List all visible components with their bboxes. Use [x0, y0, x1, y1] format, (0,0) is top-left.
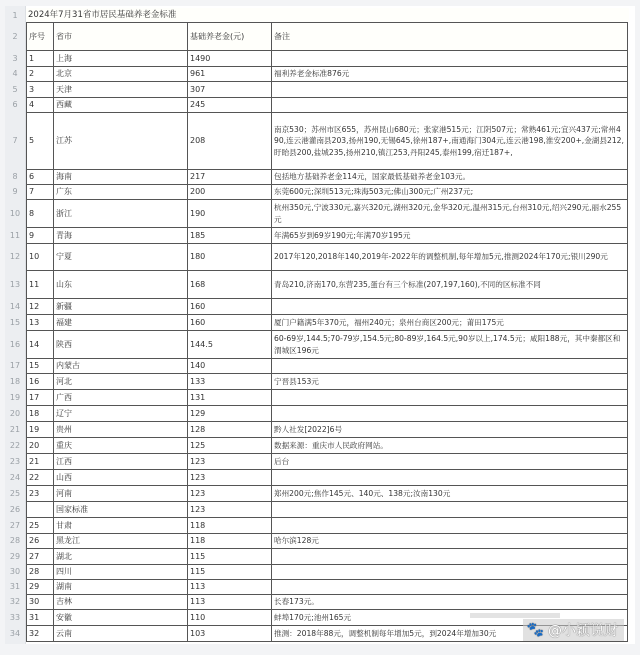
table-row [27, 390, 628, 406]
cell-index[interactable]: 22 [27, 470, 54, 486]
cell-province[interactable]: 湖北 [54, 549, 188, 565]
cell-province[interactable]: 广西 [54, 390, 188, 406]
table-header-row [27, 23, 628, 51]
cell-index[interactable]: 21 [27, 454, 54, 470]
cell-province[interactable]: 江苏 [54, 113, 188, 170]
row-number[interactable]: 9 [12, 187, 18, 196]
table-row [27, 98, 628, 113]
cell-note[interactable] [272, 82, 628, 98]
row-number[interactable]: 20 [9, 408, 21, 418]
cell-pension[interactable]: 144.5 [188, 331, 272, 359]
cell-note[interactable]: 杭州350元,宁波330元,嘉兴320元,湖州320元,金华320元,温州315元,台州310元,绍兴290元,丽水255元 [272, 200, 628, 228]
cell-note[interactable]: 年满65岁到69岁190元;年满70岁195元 [272, 228, 628, 244]
cell-index[interactable]: 15 [27, 359, 54, 374]
table-row [27, 454, 628, 470]
header-note[interactable]: 备注 [272, 23, 628, 51]
cell-note[interactable]: 2017年120,2018年140,2019年-2022年的调整机制,每年增加5元,推测2024年170元;银川290元 [272, 244, 628, 271]
watermark-text: @小颖说财 [548, 623, 618, 639]
cell-pension[interactable]: 131 [188, 390, 272, 406]
cell-province[interactable]: 重庆 [54, 438, 188, 454]
cell-index[interactable]: 28 [27, 565, 54, 580]
table-row [27, 549, 628, 565]
row-number[interactable]: 3 [12, 53, 18, 63]
cell-note[interactable] [272, 549, 628, 565]
cell-index[interactable]: 7 [27, 185, 54, 200]
cell-index[interactable]: 14 [27, 331, 54, 359]
row-number[interactable]: 16 [9, 339, 21, 349]
cell-province[interactable]: 河南 [54, 486, 188, 502]
cell-province[interactable]: 国家标准 [54, 502, 188, 518]
row-number[interactable]: 8 [12, 172, 18, 181]
spreadsheet [5, 6, 635, 644]
cell-index[interactable]: 19 [27, 422, 54, 438]
cell-province[interactable]: 山东 [54, 271, 188, 299]
cell-pension[interactable]: 208 [188, 113, 272, 170]
row-number[interactable]: 4 [12, 69, 18, 78]
table-row [27, 406, 628, 422]
cell-province[interactable]: 新疆 [54, 299, 188, 315]
cell-index[interactable]: 4 [27, 98, 54, 113]
row-number[interactable]: 21 [9, 424, 21, 434]
row-number[interactable]: 34 [9, 628, 21, 638]
table-row [27, 228, 628, 244]
row-number[interactable]: 33 [9, 612, 21, 622]
cell-province[interactable]: 云南 [54, 626, 188, 642]
cell-pension[interactable]: 245 [188, 98, 272, 113]
cell-index[interactable]: 23 [27, 486, 54, 502]
cell-province[interactable]: 广东 [54, 185, 188, 200]
row-number[interactable]: 31 [9, 582, 21, 591]
cell-index[interactable]: 29 [27, 580, 54, 595]
table-row [27, 374, 628, 390]
cell-note[interactable]: 青岛210,济南170,东营235,蛋台有三个标准(207,197,160),不同的区标准不同 [272, 271, 628, 299]
cell-pension[interactable]: 123 [188, 486, 272, 502]
cell-pension[interactable]: 123 [188, 502, 272, 518]
cell-index[interactable] [27, 502, 54, 518]
table-row [27, 82, 628, 98]
row-number[interactable]: 7 [12, 136, 18, 145]
table-row [27, 565, 628, 580]
row-number[interactable]: 29 [9, 551, 21, 561]
table-row [27, 486, 628, 502]
cell-pension[interactable]: 129 [188, 406, 272, 422]
cell-pension[interactable]: 168 [188, 271, 272, 299]
cell-index[interactable]: 6 [27, 170, 54, 185]
table-row [27, 200, 628, 228]
cell-province[interactable]: 北京 [54, 67, 188, 82]
cell-province[interactable]: 海南 [54, 170, 188, 185]
table-row [27, 595, 628, 610]
cell-pension[interactable]: 160 [188, 299, 272, 315]
row-number[interactable]: 5 [12, 84, 18, 94]
row-number[interactable]: 11 [9, 230, 21, 240]
row-number[interactable]: 10 [9, 208, 21, 218]
row-number[interactable]: 12 [9, 252, 21, 261]
cell-index[interactable]: 13 [27, 315, 54, 331]
cell-pension[interactable]: 103 [188, 626, 272, 642]
cell-index[interactable]: 17 [27, 390, 54, 406]
cell-province[interactable]: 辽宁 [54, 406, 188, 422]
table-row [27, 51, 628, 67]
cell-note[interactable] [272, 299, 628, 315]
row-number[interactable]: 25 [9, 488, 21, 498]
cell-index[interactable]: 12 [27, 299, 54, 315]
row-number[interactable]: 13 [9, 279, 21, 289]
row-number[interactable]: 22 [9, 440, 21, 450]
table-row [27, 185, 628, 200]
watermark [523, 619, 624, 641]
table-row [27, 470, 628, 486]
cell-note[interactable]: 推测：2018年88元，调整机制每年增加5元，到2024年增加30元 [272, 626, 628, 642]
cell-note[interactable]: 宁晋县153元 [272, 374, 628, 390]
paw-icon: 🐾 [526, 622, 544, 638]
row-number[interactable]: 30 [9, 567, 21, 576]
table-row [27, 331, 628, 359]
cell-pension[interactable]: 128 [188, 422, 272, 438]
cell-province[interactable]: 福建 [54, 315, 188, 331]
cell-index[interactable]: 20 [27, 438, 54, 454]
row-number[interactable]: 24 [9, 472, 21, 482]
cell-index[interactable]: 9 [27, 228, 54, 244]
cell-note[interactable]: 后台 [272, 454, 628, 470]
cell-note[interactable]: 60-69岁,144.5;70-79岁,154.5元;80-89岁,164.5元,90岁以上,174.5元；咸阳188元，其中秦都区和渭城区196元 [272, 331, 628, 359]
cell-pension[interactable]: 185 [188, 228, 272, 244]
table-row [27, 359, 628, 374]
cell-note[interactable]: 蚌埠170元;池州165元 [272, 610, 628, 626]
cell-province[interactable]: 内蒙古 [54, 359, 188, 374]
cell-province[interactable]: 山西 [54, 470, 188, 486]
cell-note[interactable] [272, 51, 628, 67]
cell-note[interactable]: 郑州200元;焦作145元、140元、138元;汝南130元 [272, 486, 628, 502]
cell-index[interactable]: 32 [27, 626, 54, 642]
cell-province[interactable]: 贵州 [54, 422, 188, 438]
cell-index[interactable]: 8 [27, 200, 54, 228]
row-number[interactable]: 28 [9, 536, 21, 545]
cell-note[interactable]: 东莞600元;深圳513元;珠海503元;佛山300元;广州237元; [272, 185, 628, 200]
cell-note[interactable] [272, 580, 628, 595]
cell-note[interactable]: 数据来源：重庆市人民政府网站。 [272, 438, 628, 454]
cell-index[interactable]: 5 [27, 113, 54, 170]
cell-pension[interactable]: 190 [188, 200, 272, 228]
cell-pension[interactable]: 200 [188, 185, 272, 200]
row-number[interactable]: 1 [12, 10, 18, 20]
table-row [27, 271, 628, 299]
cell-index[interactable]: 16 [27, 374, 54, 390]
cell-province[interactable]: 河北 [54, 374, 188, 390]
cell-province[interactable]: 青海 [54, 228, 188, 244]
cell-note[interactable] [272, 98, 628, 113]
row-number[interactable]: 19 [9, 392, 21, 402]
row-number[interactable]: 32 [9, 597, 21, 606]
cell-province[interactable]: 吉林 [54, 595, 188, 610]
cell-pension[interactable]: 307 [188, 82, 272, 98]
row-number[interactable]: 27 [9, 520, 21, 530]
cell-note[interactable]: 哈尔滨128元 [272, 534, 628, 549]
cell-index[interactable]: 2 [27, 67, 54, 82]
row-number[interactable]: 15 [9, 317, 21, 327]
cell-index[interactable]: 30 [27, 595, 54, 610]
row-number[interactable]: 2 [12, 31, 18, 41]
table-row [27, 422, 628, 438]
cell-index[interactable]: 1 [27, 51, 54, 67]
cell-province[interactable]: 湖南 [54, 580, 188, 595]
sheet-title[interactable]: 2024年7月31省市居民基础养老金标准 [26, 8, 629, 22]
cell-pension[interactable]: 140 [188, 359, 272, 374]
cell-pension[interactable]: 123 [188, 454, 272, 470]
cell-index[interactable]: 31 [27, 610, 54, 626]
blur-artifact [470, 613, 560, 618]
cell-province[interactable]: 西藏 [54, 98, 188, 113]
cell-note[interactable]: 长春173元。 [272, 595, 628, 610]
cell-pension[interactable]: 1490 [188, 51, 272, 67]
cell-pension[interactable]: 961 [188, 67, 272, 82]
cell-pension[interactable]: 113 [188, 595, 272, 610]
cell-note[interactable] [272, 518, 628, 534]
cell-province[interactable]: 安徽 [54, 610, 188, 626]
row-number-gutter [5, 6, 26, 644]
cell-province[interactable]: 天津 [54, 82, 188, 98]
cell-note[interactable]: 福利养老金标准876元 [272, 67, 628, 82]
header-province[interactable]: 省市 [54, 23, 188, 51]
cell-province[interactable]: 江西 [54, 454, 188, 470]
cell-province[interactable]: 上海 [54, 51, 188, 67]
cell-index[interactable]: 18 [27, 406, 54, 422]
row-number[interactable]: 23 [9, 456, 21, 466]
cell-province[interactable]: 甘肃 [54, 518, 188, 534]
cell-pension[interactable]: 110 [188, 610, 272, 626]
cell-province[interactable]: 四川 [54, 565, 188, 580]
cell-pension[interactable]: 118 [188, 534, 272, 549]
cell-note[interactable] [272, 470, 628, 486]
cell-index[interactable]: 26 [27, 534, 54, 549]
cell-pension[interactable]: 113 [188, 580, 272, 595]
table-row [27, 170, 628, 185]
cell-pension[interactable]: 217 [188, 170, 272, 185]
cell-pension[interactable]: 160 [188, 315, 272, 331]
table-row [27, 67, 628, 82]
cell-note[interactable]: 包括地方基础养老金114元，国家最低基础养老金103元。 [272, 170, 628, 185]
header-pension[interactable]: 基础养老金(元) [188, 23, 272, 51]
table-row [27, 113, 628, 170]
cell-index[interactable]: 3 [27, 82, 54, 98]
cell-note[interactable] [272, 359, 628, 374]
cell-pension[interactable]: 180 [188, 244, 272, 271]
cell-pension[interactable]: 133 [188, 374, 272, 390]
cell-province[interactable]: 黑龙江 [54, 534, 188, 549]
table-row [27, 534, 628, 549]
header-index[interactable]: 序号 [27, 23, 54, 51]
table-row [27, 580, 628, 595]
cell-pension[interactable]: 115 [188, 565, 272, 580]
cell-note[interactable] [272, 502, 628, 518]
cell-index[interactable]: 10 [27, 244, 54, 271]
cell-province[interactable]: 浙江 [54, 200, 188, 228]
cell-province[interactable]: 陕西 [54, 331, 188, 359]
cell-note[interactable]: 黔人社发[2022]6号 [272, 422, 628, 438]
cell-pension[interactable]: 123 [188, 470, 272, 486]
pension-table [26, 22, 628, 642]
table-row [27, 299, 628, 315]
table-row [27, 438, 628, 454]
cell-index[interactable]: 25 [27, 518, 54, 534]
cell-note[interactable] [272, 406, 628, 422]
cell-note[interactable] [272, 390, 628, 406]
cell-index[interactable]: 11 [27, 271, 54, 299]
row-number[interactable]: 17 [9, 361, 21, 370]
row-number[interactable]: 18 [9, 376, 21, 386]
cell-pension[interactable]: 118 [188, 518, 272, 534]
cell-note[interactable]: 厦门户籍满5年370元，福州240元；泉州台商区200元；莆田175元 [272, 315, 628, 331]
row-number[interactable]: 6 [12, 100, 18, 109]
cell-index[interactable]: 27 [27, 549, 54, 565]
table-row [27, 502, 628, 518]
cell-pension[interactable]: 125 [188, 438, 272, 454]
cell-province[interactable]: 宁夏 [54, 244, 188, 271]
cell-note[interactable] [272, 565, 628, 580]
row-number[interactable]: 14 [9, 301, 21, 311]
cell-note[interactable]: 南京530；苏州市区655，苏州昆山680元；张家港515元；江阴507元；常熟461元;宜兴437元;常州490,连云港灌南县203,扬州190,无锡645,徐州187+,南通海门304元,连云港198,淮安200+,金湖县212,盱眙县200,盐城235,扬州210,镇江253,丹阳245,泰州199,宿迁187+, [272, 113, 628, 170]
cell-pension[interactable]: 115 [188, 549, 272, 565]
table-row [27, 315, 628, 331]
row-number[interactable]: 26 [9, 504, 21, 514]
table-row [27, 244, 628, 271]
table-row [27, 518, 628, 534]
